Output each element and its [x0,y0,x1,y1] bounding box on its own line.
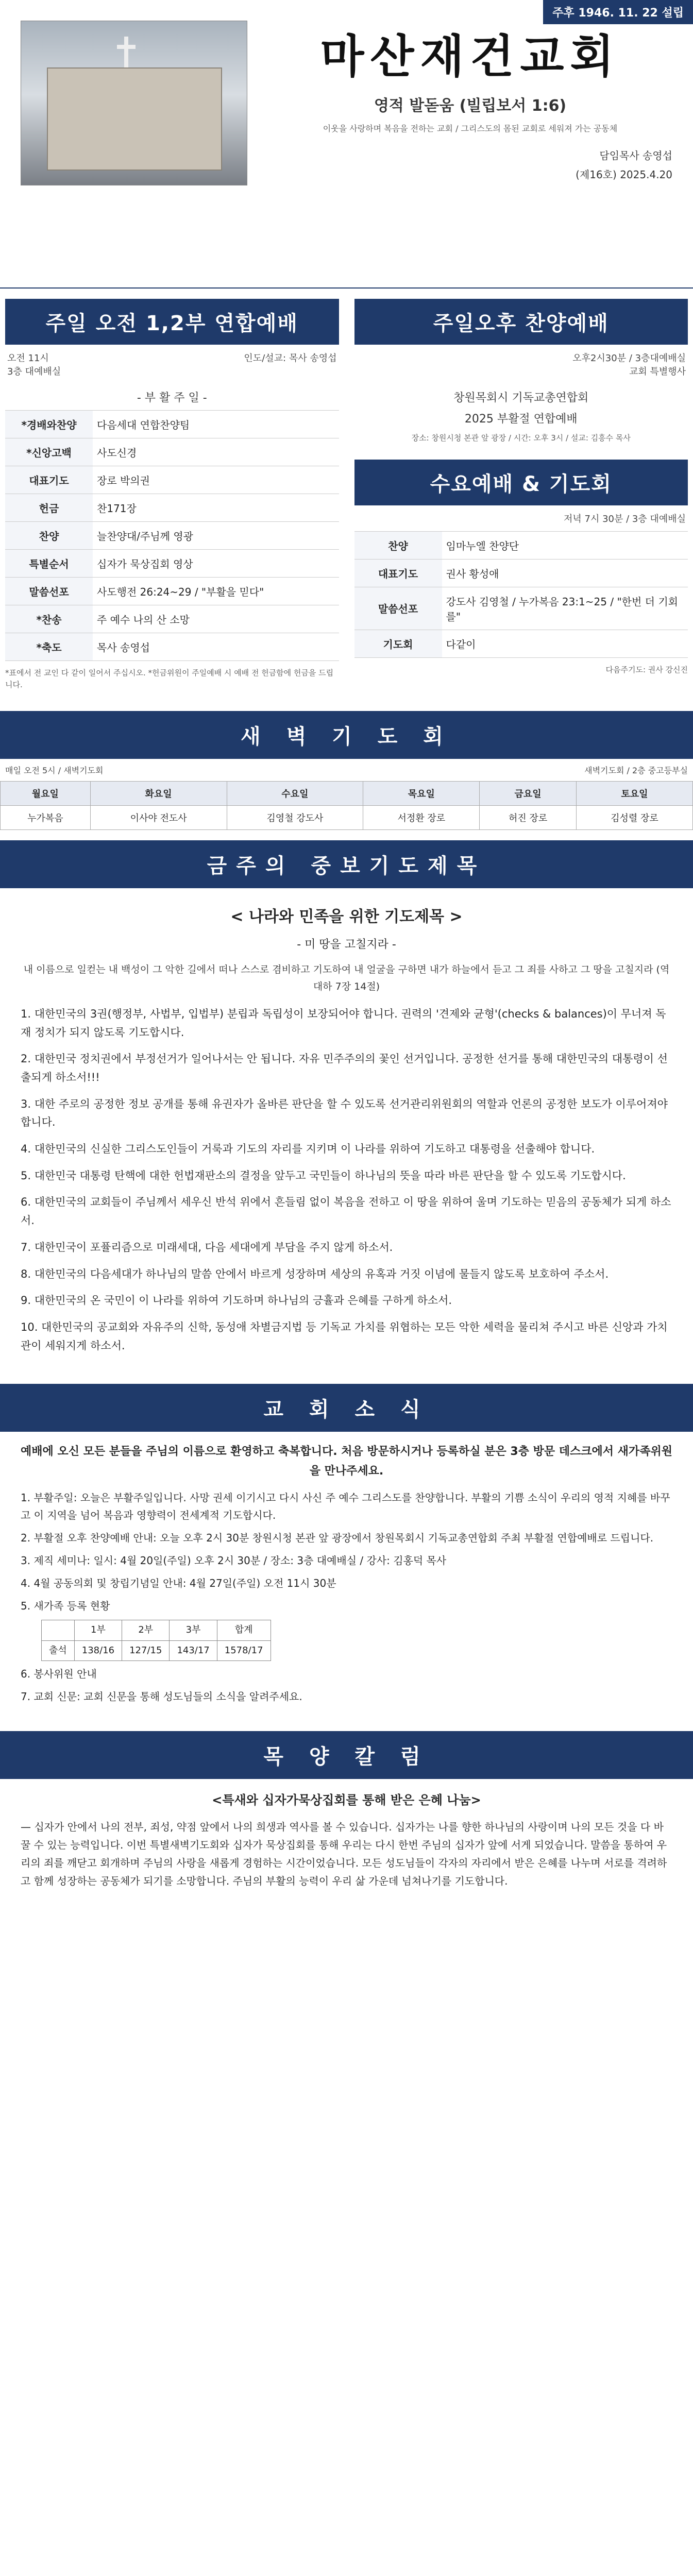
duty-header-row [1,782,693,806]
prayer-item: 5. 대한민국 대통령 탄핵에 대한 헌법재판소의 결정을 앞두고 국민들이 하나님의 뜻을 따라 바른 판단을 할 수 있도록 기도합시다. [21,1169,626,1182]
order-row [354,531,688,559]
afternoon-service [354,299,688,690]
theme-verse: 영적 발돋움 (빌립보서 1:6) [374,97,567,115]
news-item: 3. 제직 세미나: 일시: 4월 20일(주일) 오후 2시 30분 / 장소: 3층 대예배실 / 강사: 김홍덕 목사 [21,1554,447,1567]
column-text: — 십자가 안에서 나의 전부, 죄성, 약점 앞에서 나의 희생과 역사를 볼 수 있습니다. 십자가는 나를 향한 하나님의 사랑이며 나의 모든 것을 다 바꿀 수 있는 능력입니다. 이번 특별새벽기도회와 십자가 묵상집회를 통해 우리는 다시 한번 주님의 십자가 앞에 서게 되었습니다. 말씀을 통하여 우리의 죄를 깨닫고 회개하며 주님의 사랑을 새롭게 경험하는 시간이었습니다. 모든 성도님들이 각자의 자리에서 받은 은혜를 나누며 서로를 격려하고 함께 성장하는 공동체가 되기를 소망합니다. 주님의 부활의 능력이 우리 삶 가운데 넘쳐나기를 기도합니다. [21,1821,667,1888]
stats-cell: 127/15 [122,1640,170,1661]
duty-cell: 이사야 전도사 [90,806,227,830]
order-value: 십자가 묵상집회 영상 [93,550,339,578]
order-row [5,466,339,494]
prayer-item: 7. 대한민국이 포퓰리즘으로 미래세대, 다음 세대에게 부담을 주지 않게 하소서. [21,1241,393,1253]
order-value: 사도행전 26:24~29 / "부활을 믿다" [93,578,339,605]
afternoon-details: 장소: 창원시청 본관 앞 광장 / 시간: 오후 3시 / 설교: 김흥수 목사 [411,433,631,443]
order-label: 특별순서 [5,550,93,578]
order-row [5,411,339,438]
order-row [354,559,688,587]
stats-cell: 138/16 [74,1640,122,1661]
cross-icon [124,37,128,67]
stats-row [42,1640,271,1661]
column-body [0,1779,693,1901]
morning-leader: 인도/설교: 목사 송영섭 [244,353,337,364]
prayer-item: 9. 대한민국의 온 국민이 이 나라를 위하여 기도하며 하나님의 긍휼과 은혜를 구하게 하소서. [21,1294,452,1307]
intercession-lead: 내 이름으로 일컫는 내 백성이 그 악한 길에서 떠나 스스로 겸비하고 기도하여 내 얼굴을 구하면 내가 하늘에서 듣고 그 죄를 사하고 그 땅을 고칠지라 (역대하 7장 14절) [23,964,670,992]
dawn-prayer-title: 새 벽 기 도 회 [0,711,693,759]
order-label: 말씀선포 [5,578,93,605]
duty-header: 토요일 [576,782,692,806]
afternoon-event: 교회 특별행사 [629,366,686,377]
order-label: 찬양 [5,522,93,550]
church-name: 마산재건교회 [320,29,620,83]
news-item: 1. 부활주일: 오늘은 부활주일입니다. 사망 권세 이기시고 다시 사신 주 예수 그리스도를 찬양합니다. 부활의 기쁨 소식이 우리의 영적 지혜를 바꾸고 이 지역을 넘어 복음과 영향력이 전세계적 기도합시다. [21,1492,670,1522]
news-title: 교 회 소 식 [0,1384,693,1432]
church-photo [21,21,247,185]
prayer-item: 3. 대한 주로의 공정한 정보 공개를 통해 유권자가 올바른 판단을 할 수 있도록 선거관리위원회의 역할과 언론의 공정한 보도가 이루어져야 합니다. [21,1097,668,1129]
duty-row [1,806,693,830]
duty-header: 수요일 [227,782,363,806]
news-item: 5. 새가족 등록 현황 [21,1600,110,1613]
church-building [47,67,222,171]
order-label: 찬양 [354,531,442,559]
dawn-right: 새벽기도회 / 2층 중고등부실 [584,766,688,775]
bulletin-header [0,0,693,289]
order-label: 대표기도 [5,466,93,494]
stats-cell: 3부 [170,1620,217,1641]
afternoon-time: 오후2시30분 / 3층대예배실 [572,353,686,364]
wednesday-time: 저녁 7시 30분 / 3층 대예배실 [564,513,686,524]
stats-cell: 2부 [122,1620,170,1641]
order-value: 다같이 [442,630,688,657]
prayer-item: 2. 대한민국 정치권에서 부정선거가 일어나서는 안 됩니다. 자유 민주주의의 꽃인 선거입니다. 공정한 선거를 통해 대한민국의 대통령이 선출되게 하소서!!! [21,1053,668,1084]
order-label: 대표기도 [354,559,442,587]
intercession-heading: < 나라와 민족을 위한 기도제목 > [230,908,463,926]
prayer-item: 6. 대한민국의 교회들이 주님께서 세우신 반석 위에서 흔들림 없이 복음을 전하고 이 땅을 위하여 울며 기도하는 믿음의 공동체가 되게 하소서. [21,1196,671,1227]
order-table [5,410,339,661]
pastor-name: 담임목사 송영섭 [599,149,672,162]
wednesday-subhead [354,505,688,531]
intercession-sub: - 미 땅을 고칠지라 - [297,938,396,951]
order-row [5,522,339,550]
afternoon-title: 주일오후 찬양예배 [354,299,688,345]
wednesday-footnote: 다음주기도: 권사 강신진 [605,665,688,674]
cross-bar [117,45,136,49]
news-item: 7. 교회 신문: 교회 신문을 통해 성도님들의 소식을 알려주세요. [21,1690,302,1703]
column-heading: <특새와 십자가묵상집회를 통해 받은 은혜 나눔> [212,1793,481,1808]
order-row [5,550,339,578]
order-row [354,630,688,657]
order-value: 주 예수 나의 산 소망 [93,605,339,633]
order-label: 헌금 [5,494,93,522]
order-row [5,605,339,633]
order-value: 늘찬양대/주님께 영광 [93,522,339,550]
news-item: 6. 봉사위원 안내 [21,1668,97,1681]
order-row [354,587,688,630]
duty-cell: 김영철 강도사 [227,806,363,830]
afternoon-note1: 창원목회시 기독교총연합회 [453,392,589,404]
order-row [5,494,339,522]
dawn-duty-table [0,781,693,830]
duty-header: 목요일 [363,782,480,806]
duty-header: 화요일 [90,782,227,806]
dawn-prayer-subhead [0,759,693,781]
order-row [5,633,339,661]
order-row [5,578,339,605]
prayer-item: 8. 대한민국의 다음세대가 하나님의 말씀 안에서 바르게 성장하며 세상의 유혹과 거짓 이념에 물들지 않도록 보호하여 주소서. [21,1267,609,1280]
order-value: 강도사 김영철 / 누가복음 23:1~25 / "한번 더 기회를" [442,587,688,630]
intercession-title: 금주의 중보기도제목 [0,840,693,888]
church-intro: 이웃을 사랑하며 복음을 전하는 교회 / 그리스도의 몸된 교회로 세워져 가는 공동체 [323,124,618,133]
stats-cell: 143/17 [170,1640,217,1661]
order-value: 찬171장 [93,494,339,522]
intercession-body [0,888,693,1374]
order-label: 말씀선포 [354,587,442,630]
duty-header: 월요일 [1,782,91,806]
order-title: - 부 활 주 일 - [137,392,207,404]
order-value: 목사 송영섭 [93,633,339,661]
stats-cell: 출석 [42,1640,75,1661]
stats-cell: 1부 [74,1620,122,1641]
duty-cell: 누가복음 [1,806,91,830]
stats-head-row [42,1620,271,1641]
order-label: *신앙고백 [5,438,93,466]
order-label: *찬송 [5,605,93,633]
order-label: *경배와찬양 [5,411,93,438]
order-value: 장로 박의권 [93,466,339,494]
founded-badge: 주후 1946. 11. 22 설립 [543,0,693,24]
morning-time: 오전 11시 [7,353,49,364]
stats-cell: 1578/17 [217,1640,271,1661]
attendance-table [41,1620,271,1661]
morning-footnote: *표에서 전 교인 다 같이 일어서 주십시오. *헌금위원이 주일예배 시 예배 전 헌금함에 헌금을 드립니다. [5,668,334,689]
order-label: 기도회 [354,630,442,657]
issue-number: (제16호) 2025.4.20 [576,168,672,181]
morning-title: 주일 오전 1,2부 연합예배 [5,299,339,345]
afternoon-note2: 2025 부활절 연합예배 [464,413,578,426]
worship-columns [0,289,693,701]
order-row [5,438,339,466]
afternoon-subhead [354,345,688,384]
news-lead: 예배에 오신 모든 분들을 주님의 이름으로 환영하고 축복합니다. 처음 방문하시거나 등록하실 분은 3층 방문 데스크에서 새가족위원을 만나주세요. [21,1445,672,1478]
dawn-left: 매일 오전 5시 / 새벽기도회 [5,766,104,775]
morning-place: 3층 대예배실 [7,366,61,377]
morning-subhead [5,345,339,384]
stats-cell [42,1620,75,1641]
order-value: 임마누엘 찬양단 [442,531,688,559]
stats-cell: 합계 [217,1620,271,1641]
duty-cell: 서정환 장로 [363,806,480,830]
duty-header: 금요일 [480,782,576,806]
news-body [0,1432,693,1721]
duty-cell: 허진 장로 [480,806,576,830]
order-value: 사도신경 [93,438,339,466]
order-value: 다음세대 연합찬양팀 [93,411,339,438]
wednesday-table [354,531,688,658]
order-label: *축도 [5,633,93,661]
news-item: 2. 부활절 오후 찬양예배 안내: 오늘 오후 2시 30분 창원시청 본관 앞 광장에서 창원목회시 기독교총연합회 주최 부활절 연합예배로 드립니다. [21,1532,654,1545]
prayer-item: 4. 대한민국의 신실한 그리스도인들이 거룩과 기도의 자리를 지키며 이 나라를 위하여 기도하고 대통령을 선출해야 합니다. [21,1143,595,1156]
news-item: 4. 4월 공동의회 및 창립기념일 안내: 4월 27일(주일) 오전 11시 30분 [21,1577,336,1590]
wednesday-title: 수요예배 & 기도회 [354,460,688,505]
prayer-item: 1. 대한민국의 3권(행정부, 사법부, 입법부) 분립과 독립성이 보장되어야 합니다. 권력의 '견제와 균형'(checks & balances)이 무너져 독재 정치가 되지 않도록 기도합시다. [21,1007,666,1039]
title-block [268,21,672,181]
order-value: 권사 황성애 [442,559,688,587]
prayer-item: 10. 대한민국의 공교회와 자유주의 신학, 동성애 차별금지법 등 기독교 가치를 위협하는 모든 악한 세력을 물리쳐 주시고 바른 신앙과 가치관이 세워지게 하소서. [21,1320,668,1352]
morning-service [5,299,339,690]
column-title: 목 양 칼 럼 [0,1731,693,1779]
duty-cell: 김성렬 장로 [576,806,692,830]
